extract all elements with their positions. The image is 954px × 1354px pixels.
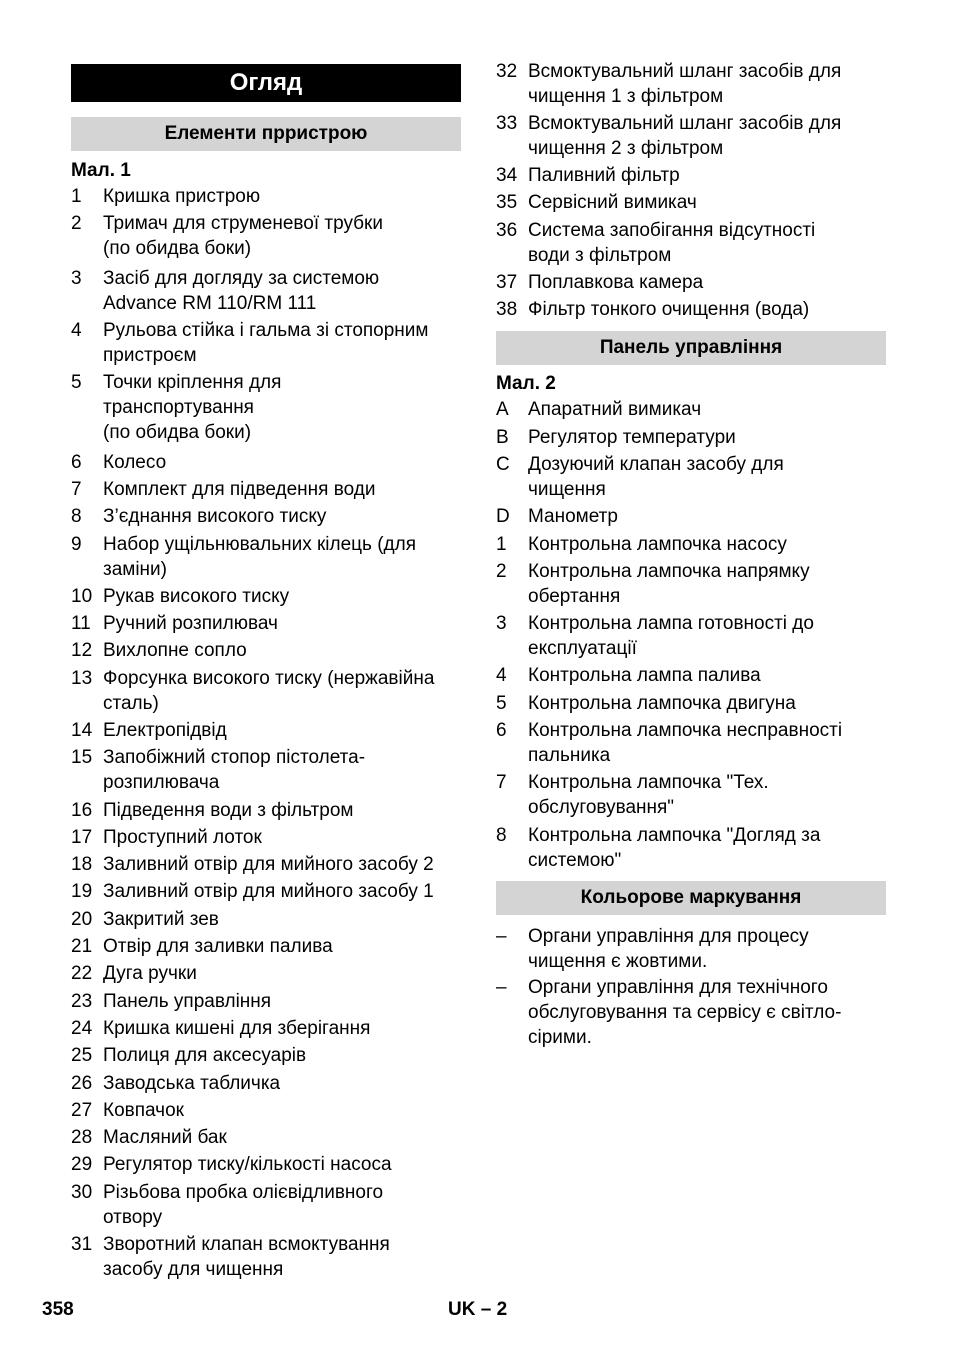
item-number: 19 xyxy=(71,881,93,902)
item-number: 37 xyxy=(496,272,518,293)
item-text: Апаратний вимикач xyxy=(528,399,702,420)
item-text: Контрольна лампочка "Тех. обслуговування" xyxy=(528,772,769,818)
item-number: B xyxy=(496,427,509,448)
item-text: Підведення води з фільтром xyxy=(103,800,354,821)
item-text: Органи управління для технічного обслуговування та сервісу є світло- сірими. xyxy=(528,977,842,1048)
item-number: 1 xyxy=(496,534,507,555)
item-number: – xyxy=(496,926,507,947)
item-number: 16 xyxy=(71,800,93,821)
item-number: 4 xyxy=(71,320,82,341)
item-text: Панель управління xyxy=(103,991,272,1012)
item-number: 27 xyxy=(71,1100,93,1121)
item-text: Полиця для аксесуарів xyxy=(103,1045,307,1066)
page-number: 358 xyxy=(42,1299,74,1320)
item-number: 34 xyxy=(496,165,518,186)
item-number: D xyxy=(496,506,510,527)
item-text: Органи управління для процесу чищення є жовтими. xyxy=(528,926,809,972)
item-number: 32 xyxy=(496,61,518,82)
item-number: 21 xyxy=(71,936,93,957)
figure-label-1: Мал. 1 xyxy=(71,160,131,181)
item-number: 22 xyxy=(71,963,93,984)
item-number: 18 xyxy=(71,854,93,875)
item-text: Точки кріплення для транспортування (по обидва боки) xyxy=(103,372,282,443)
item-text: Регулятор тиску/кількості насоса xyxy=(103,1154,392,1175)
item-number: 10 xyxy=(71,586,93,607)
item-number: 6 xyxy=(71,452,82,473)
item-text: Масляний бак xyxy=(103,1127,227,1148)
item-number: A xyxy=(496,399,509,420)
item-text: Контрольна лампа готовності до експлуатації xyxy=(528,613,814,659)
item-text: Тримач для струменевої трубки (по обидва боки) xyxy=(103,213,383,259)
item-number: 7 xyxy=(496,772,507,793)
item-text: Кришка пристрою xyxy=(103,186,261,207)
item-number: 28 xyxy=(71,1127,93,1148)
item-text: Всмоктувальний шланг засобів для чищення 1 з фільтром xyxy=(528,61,842,107)
item-text: Зворотний клапан всмоктування засобу для чищення xyxy=(103,1234,390,1280)
item-number: 23 xyxy=(71,991,93,1012)
item-number: 24 xyxy=(71,1018,93,1039)
item-text: Манометр xyxy=(528,506,618,527)
item-text: Всмоктувальний шланг засобів для чищення 2 з фільтром xyxy=(528,113,842,159)
item-text: Проступний лоток xyxy=(103,827,262,848)
item-text: Заливний отвір для мийного засобу 1 xyxy=(103,881,434,902)
item-number: 30 xyxy=(71,1182,93,1203)
item-number: 36 xyxy=(496,220,518,241)
item-number: 6 xyxy=(496,720,507,741)
item-text: Набор ущільнювальних кілець (для заміни) xyxy=(103,534,417,580)
item-text: Регулятор температури xyxy=(528,427,736,448)
item-number: 11 xyxy=(71,613,91,634)
item-number: 35 xyxy=(496,192,518,213)
item-text: Рульова стійка і гальма зі стопорним пристроєм xyxy=(103,320,429,366)
item-number: 8 xyxy=(71,506,82,527)
item-text: Фільтр тонкого очищення (вода) xyxy=(528,299,810,320)
item-text: Контрольна лампочка двигуна xyxy=(528,693,796,714)
item-text: Рукав високого тиску xyxy=(103,586,290,607)
item-number: 33 xyxy=(496,113,518,134)
figure-label-2: Мал. 2 xyxy=(496,373,556,394)
item-number: 13 xyxy=(71,668,93,689)
item-number: 7 xyxy=(71,479,82,500)
item-number: 31 xyxy=(71,1234,93,1255)
item-text: Дозуючий клапан засобу для чищення xyxy=(528,454,784,500)
section-heading-control-panel: Панель управління xyxy=(496,331,886,365)
item-number: 17 xyxy=(71,827,93,848)
item-text: Запобіжний стопор пістолета- розпилювача xyxy=(103,747,366,793)
item-text: Система запобігання відсутності води з фільтром xyxy=(528,220,816,266)
item-text: Контрольна лампа палива xyxy=(528,665,761,686)
item-number: 14 xyxy=(71,720,93,741)
item-number: 20 xyxy=(71,909,93,930)
section-heading-device-elements: Елементи прристрою xyxy=(71,117,461,151)
item-number: 3 xyxy=(71,268,82,289)
item-text: Паливний фільтр xyxy=(528,165,680,186)
item-text: Вихлопне сопло xyxy=(103,640,247,661)
item-number: 9 xyxy=(71,534,82,555)
item-text: Контрольна лампочка напрямку обертання xyxy=(528,561,810,607)
item-text: Ковпачок xyxy=(103,1100,184,1121)
page-title: Огляд xyxy=(71,64,461,102)
item-text: З’єднання високого тиску xyxy=(103,506,327,527)
item-text: Кришка кишені для зберігання xyxy=(103,1018,371,1039)
item-text: Сервісний вимикач xyxy=(528,192,697,213)
item-number: 2 xyxy=(71,213,82,234)
item-text: Отвір для заливки палива xyxy=(103,936,333,957)
item-number: 1 xyxy=(71,186,82,207)
item-text: Колесо xyxy=(103,452,167,473)
item-number: 25 xyxy=(71,1045,93,1066)
item-number: 26 xyxy=(71,1073,93,1094)
item-text: Закритий зев xyxy=(103,909,219,930)
page-code: UK – 2 xyxy=(448,1299,508,1320)
item-number: 8 xyxy=(496,825,507,846)
item-text: Поплавкова камера xyxy=(528,272,704,293)
item-text: Контрольна лампочка насосу xyxy=(528,534,787,555)
item-number: 38 xyxy=(496,299,518,320)
item-text: Дуга ручки xyxy=(103,963,197,984)
item-text: Засіб для догляду за системою Advance RM 110/RM 111 xyxy=(103,268,380,314)
item-text: Заливний отвір для мийного засобу 2 xyxy=(103,854,434,875)
item-text: Різьбова пробка олієвідливного отвору xyxy=(103,1182,384,1228)
item-number: 2 xyxy=(496,561,507,582)
item-text: Контрольна лампочка "Догляд за системою" xyxy=(528,825,821,871)
item-number: 15 xyxy=(71,747,93,768)
item-text: Заводська табличка xyxy=(103,1073,281,1094)
item-number: 3 xyxy=(496,613,507,634)
item-number: C xyxy=(496,454,510,475)
item-text: Контрольна лампочка несправності пальника xyxy=(528,720,843,766)
item-number: 12 xyxy=(71,640,93,661)
item-text: Електропідвід xyxy=(103,720,227,741)
item-number: 29 xyxy=(71,1154,93,1175)
item-text: Форсунка високого тиску (нержавійна сталь) xyxy=(103,668,435,714)
item-number: 5 xyxy=(496,693,507,714)
item-number: 5 xyxy=(71,372,82,393)
item-text: Ручний розпилювач xyxy=(103,613,278,634)
section-heading-color-coding: Кольорове маркування xyxy=(496,881,886,915)
item-number: 4 xyxy=(496,665,507,686)
item-text: Комплект для підведення води xyxy=(103,479,376,500)
item-number: – xyxy=(496,977,507,998)
